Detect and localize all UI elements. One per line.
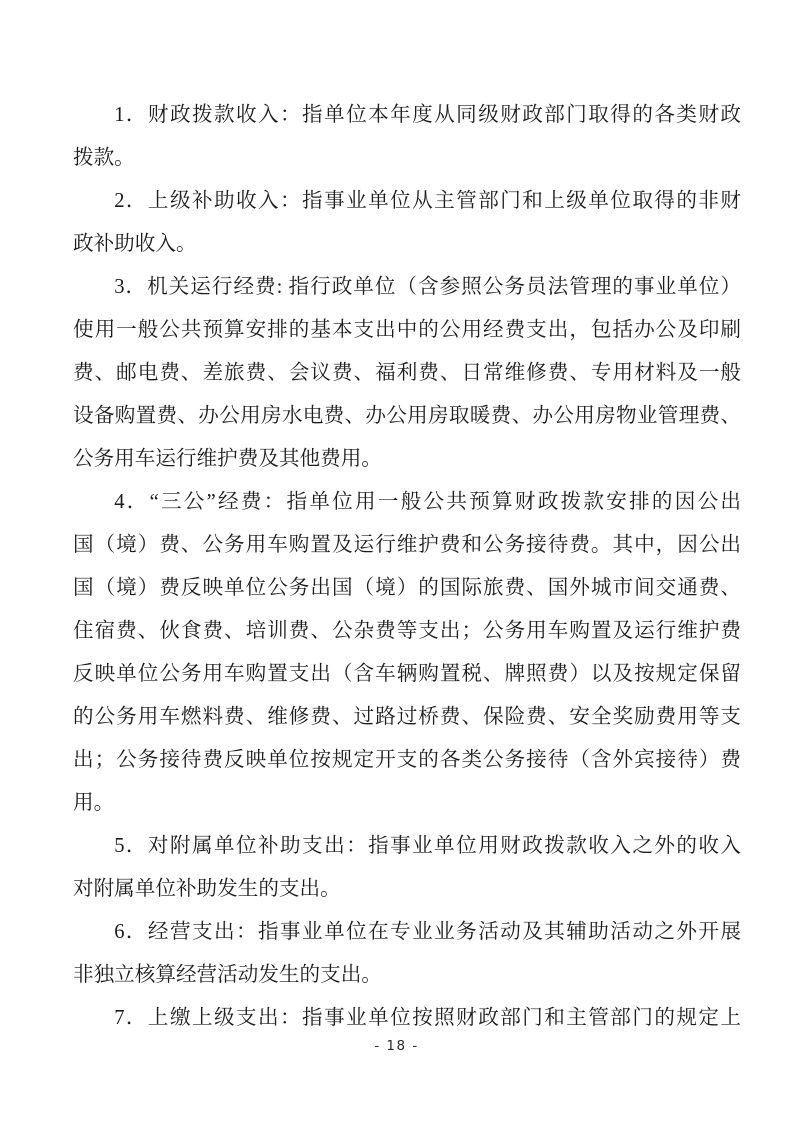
- text-line: 7．上缴上级支出：指事业单位按照财政部门和主管部门的规定上: [114, 1007, 741, 1029]
- text-line: 国（境）费、公务用车购置及运行维护费和公务接待费。其中，因公出: [73, 534, 741, 556]
- text-line: 1．财政拨款收入：指单位本年度从同级财政部门取得的各类财政: [114, 104, 741, 126]
- document-body: [73, 94, 741, 1040]
- text-line: 政补助收入。: [73, 233, 197, 255]
- text-line: 3．机关运行经费: 指行政单位（含参照公务员法管理的事业单位）: [114, 276, 741, 298]
- text-line: 设备购置费、办公用房水电费、办公用房取暖费、办公用房物业管理费、: [73, 405, 741, 427]
- text-line: 的公务用车燃料费、维修费、过路过桥费、保险费、安全奖励费用等支: [73, 706, 741, 728]
- text-line: 2．上级补助收入：指事业单位从主管部门和上级单位取得的非财: [114, 190, 741, 212]
- text-line: 公务用车运行维护费及其他费用。: [73, 448, 382, 470]
- text-line: 5．对附属单位补助支出：指事业单位用财政拨款收入之外的收入: [114, 835, 741, 857]
- text-line: 使用一般公共预算安排的基本支出中的公用经费支出，包括办公及印刷: [73, 319, 741, 341]
- text-line: 国（境）费反映单位公务出国（境）的国际旅费、国外城市间交通费、: [73, 577, 741, 599]
- text-line: 住宿费、伙食费、培训费、公杂费等支出；公务用车购置及运行维护费: [73, 620, 741, 642]
- text-line: 出；公务接待费反映单位按规定开支的各类公务接待（含外宾接待）费: [73, 749, 741, 771]
- text-line: 4．“三公”经费：指单位用一般公共预算财政拨款安排的因公出: [114, 491, 741, 513]
- text-line: 拨款。: [73, 147, 135, 169]
- text-line: 对附属单位补助发生的支出。: [73, 878, 341, 900]
- text-line: 反映单位公务用车购置支出（含车辆购置税、牌照费）以及按规定保留: [73, 663, 741, 685]
- page-number: - 18 -: [374, 1038, 419, 1054]
- text-line: 用。: [73, 792, 115, 814]
- text-line: 非独立核算经营活动发生的支出。: [73, 964, 382, 986]
- text-line: 6．经营支出：指事业单位在专业业务活动及其辅助活动之外开展: [114, 921, 741, 943]
- text-line: 费、邮电费、差旅费、会议费、福利费、日常维修费、专用材料及一般: [73, 362, 741, 384]
